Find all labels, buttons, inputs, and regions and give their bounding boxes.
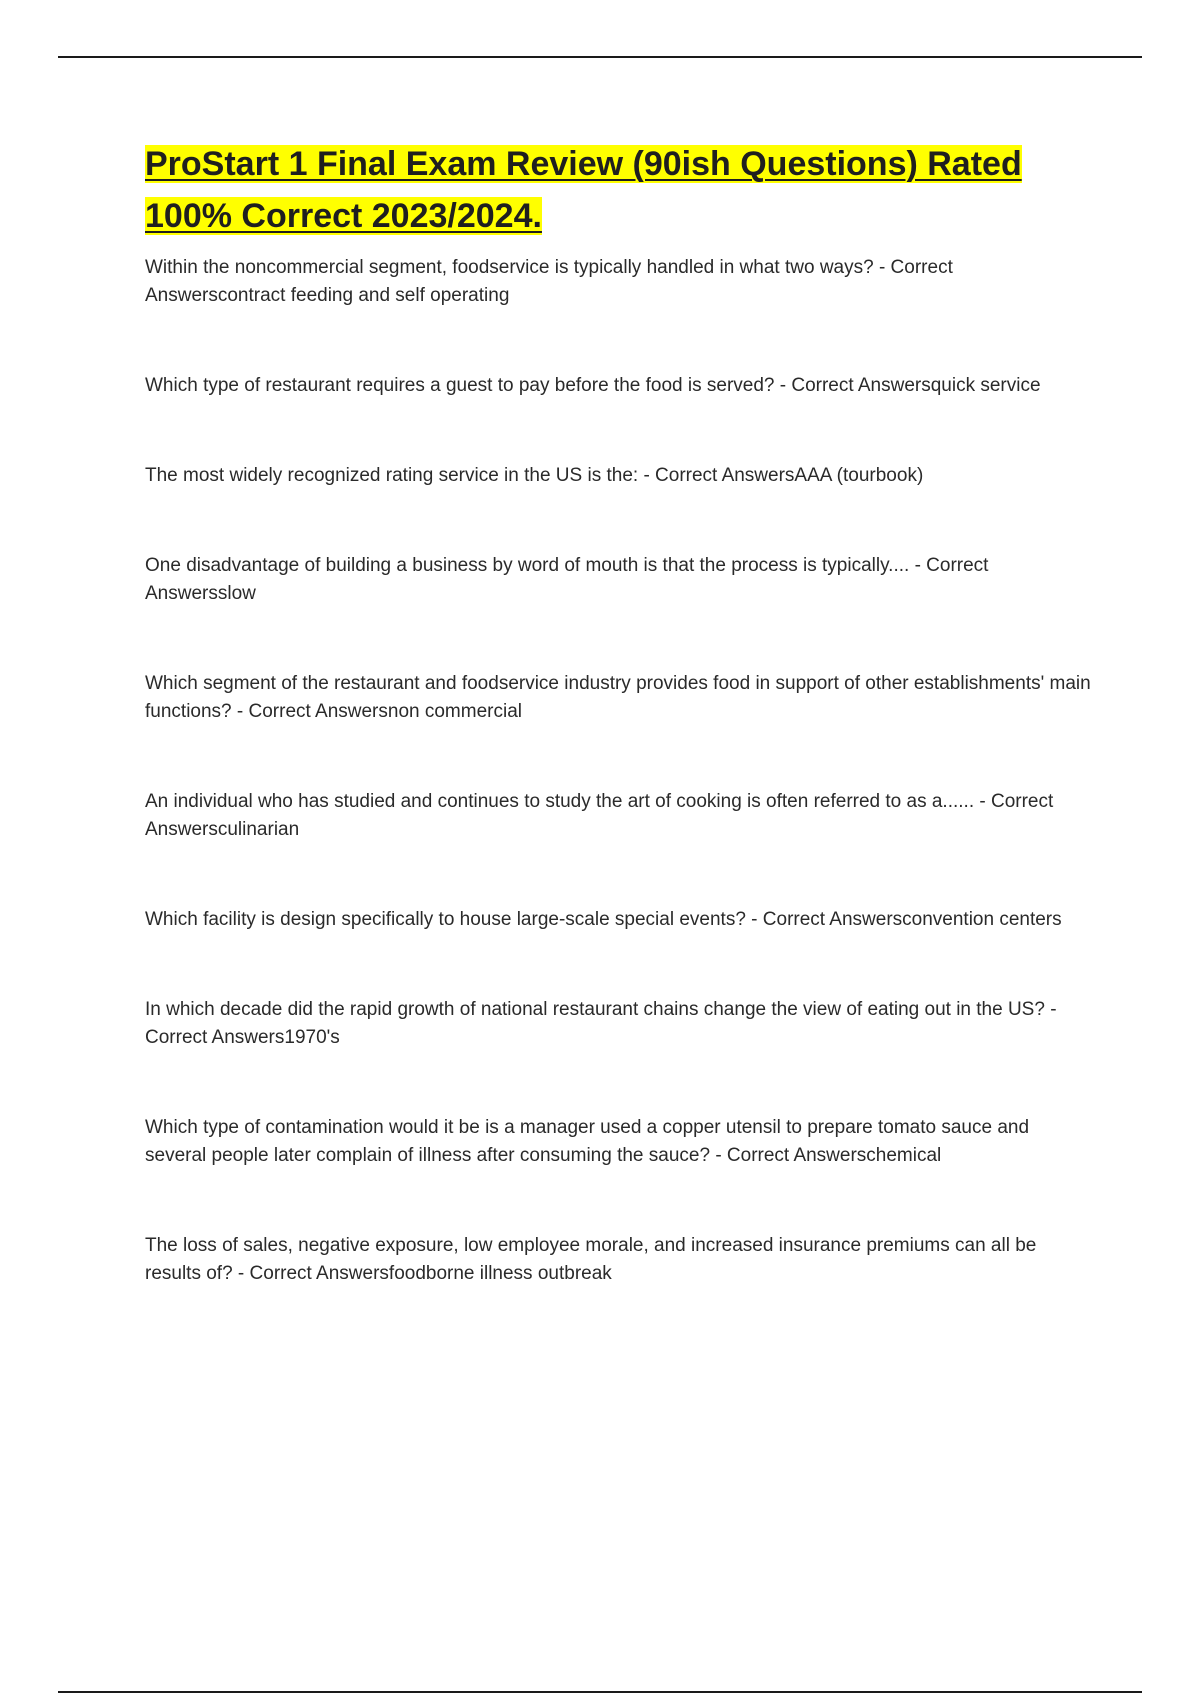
qa-item: The loss of sales, negative exposure, low employee morale, and increased insurance premiums can all be results of? - Correct Answersfoodborne illness outbreak — [145, 1235, 1037, 1284]
qa-item: The most widely recognized rating service in the US is the: - Correct AnswersAAA (tourbook) — [145, 465, 924, 486]
qa-item: Which type of contamination would it be is a manager used a copper utensil to prepare tomato sauce and several people later complain of illness after consuming the sauce? - Correct Answerschemical — [145, 1117, 1030, 1166]
qa-item: Within the noncommercial segment, foodservice is typically handled in what two ways? - Correct Answerscontract feeding and self operating — [145, 257, 953, 306]
qa-item: One disadvantage of building a business by word of mouth is that the process is typically.... - Correct Answersslow — [145, 555, 989, 604]
qa-item: Which facility is design specifically to house large-scale special events? - Correct Answersconvention centers — [145, 909, 1062, 930]
bottom-rule — [58, 1691, 1142, 1693]
document-body — [145, 138, 1095, 1350]
qa-item: In which decade did the rapid growth of national restaurant chains change the view of eating out in the US? - Correct Answers1970's — [145, 999, 1057, 1048]
qa-list — [145, 254, 1095, 1288]
qa-item: Which type of restaurant requires a guest to pay before the food is served? - Correct Answersquick service — [145, 375, 1041, 396]
qa-item: Which segment of the restaurant and foodservice industry provides food in support of other establishments' main functions? - Correct Answersnon commercial — [145, 673, 1091, 722]
document-title-text: ProStart 1 Final Exam Review (90ish Questions) Rated 100% Correct 2023/2024. — [145, 145, 1022, 235]
top-rule — [58, 56, 1142, 58]
qa-item: An individual who has studied and continues to study the art of cooking is often referred to as a...... - Correct Answersculinarian — [145, 791, 1054, 840]
document-title — [145, 138, 1095, 242]
